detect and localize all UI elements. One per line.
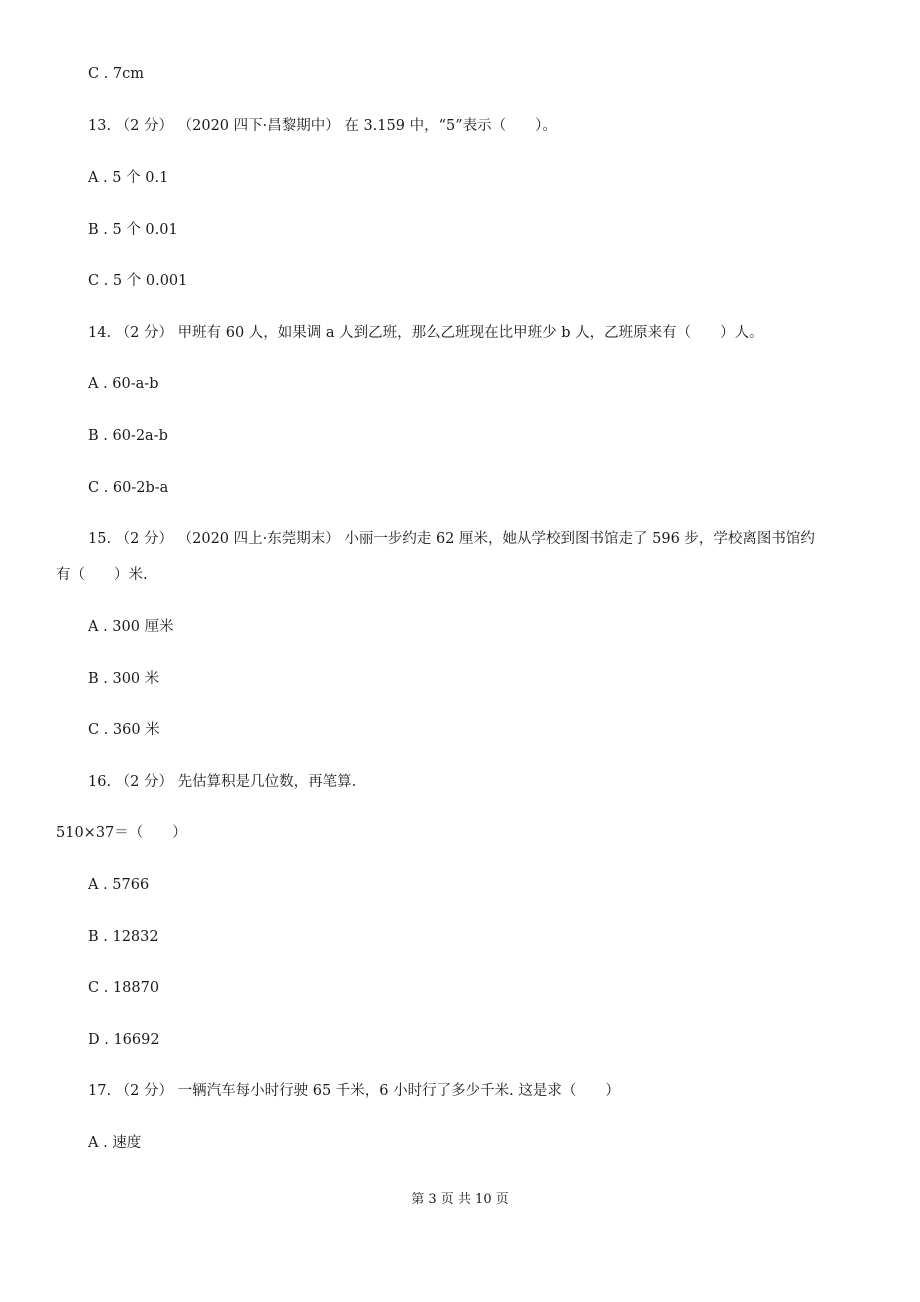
- q13-option-c: C . 5 个 0.001: [88, 273, 188, 289]
- question-15-continued: 有（ ）米.: [56, 567, 148, 583]
- question-17: 17. （2 分） 一辆汽车每小时行驶 65 千米，6 小时行了多少千米. 这是求（ ）: [88, 1083, 620, 1099]
- q15-option-b: B . 300 米: [88, 671, 160, 687]
- q15-option-c: C . 360 米: [88, 722, 160, 738]
- question-15: 15. （2 分） （2020 四上·东莞期末） 小丽一步约走 62 厘米，她从学校到图书馆走了 596 步，学校离图书馆约: [88, 531, 815, 547]
- q12-option-c: C . 7cm: [88, 66, 145, 82]
- q16-option-d: D . 16692: [88, 1032, 160, 1048]
- q15-option-a: A . 300 厘米: [88, 619, 174, 635]
- question-16-expression: 510×37＝（ ）: [56, 825, 187, 841]
- q16-option-a: A . 5766: [88, 877, 150, 893]
- q16-option-c: C . 18870: [88, 980, 160, 996]
- page-footer: 第 3 页 共 10 页: [411, 1192, 509, 1207]
- q14-option-b: B . 60-2a-b: [88, 428, 168, 444]
- q16-option-b: B . 12832: [88, 929, 159, 945]
- q17-option-a: A . 速度: [88, 1135, 142, 1151]
- question-13: 13. （2 分） （2020 四下·昌黎期中） 在 3.159 中，“5”表示（ ）。: [88, 118, 557, 134]
- question-14: 14. （2 分） 甲班有 60 人，如果调 a 人到乙班，那么乙班现在比甲班少 b 人，乙班原来有（ ）人。: [88, 325, 764, 341]
- question-16: 16. （2 分） 先估算积是几位数，再笔算.: [88, 774, 357, 790]
- q13-option-b: B . 5 个 0.01: [88, 222, 178, 238]
- q13-option-a: A . 5 个 0.1: [88, 170, 169, 186]
- q14-option-a: A . 60-a-b: [88, 376, 159, 392]
- q14-option-c: C . 60-2b-a: [88, 480, 169, 496]
